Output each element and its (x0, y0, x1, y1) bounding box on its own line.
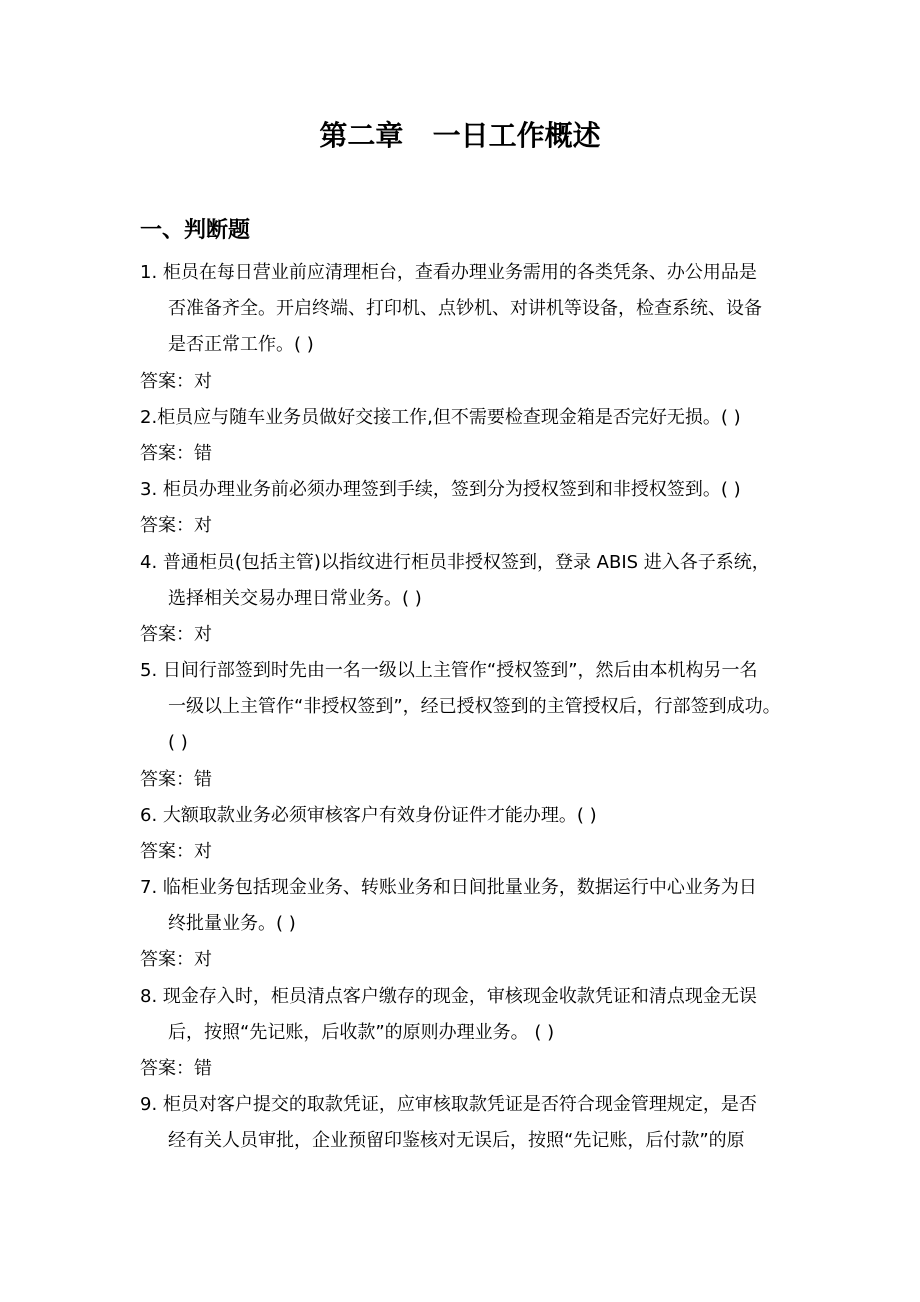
question-4-line-1: 4. 普通柜员(包括主管)以指纹进行柜员非授权签到，登录 ABIS 进入各子系统， (140, 552, 770, 573)
question-8-line-1: 8. 现金存入时，柜员清点客户缴存的现金，审核现金收款凭证和清点现金无误 (140, 986, 757, 1007)
question-9-line-1: 9. 柜员对客户提交的取款凭证，应审核取款凭证是否符合现金管理规定，是否 (140, 1094, 757, 1115)
question-7-answer: 答案：对 (140, 949, 212, 970)
page-title: 第二章 一日工作概述 (319, 119, 601, 152)
question-9-line-2: 经有关人员审批，企业预留印鉴核对无误后，按照“先记账，后付款”的原 (168, 1130, 745, 1151)
question-5-line-1: 5. 日间行部签到时先由一名一级以上主管作“授权签到”，然后由本机构另一名 (140, 660, 758, 681)
question-4-line-2: 选择相关交易办理日常业务。( ) (168, 588, 422, 609)
question-5-answer: 答案：错 (140, 769, 212, 790)
question-6-answer: 答案：对 (140, 841, 212, 862)
question-7-line-1: 7. 临柜业务包括现金业务、转账业务和日间批量业务，数据运行中心业务为日 (140, 877, 757, 898)
question-5-line-3: ( ) (168, 732, 188, 753)
question-3-line-1: 3. 柜员办理业务前必须办理签到手续，签到分为授权签到和非授权签到。( ) (140, 479, 741, 500)
question-1-line-3: 是否正常工作。( ) (168, 334, 314, 355)
question-1-line-2: 否准备齐全。开启终端、打印机、点钞机、对讲机等设备，检查系统、设备 (168, 298, 762, 319)
question-3-answer: 答案：对 (140, 515, 212, 536)
question-5-line-2: 一级以上主管作“非授权签到”，经已授权签到的主管授权后，行部签到成功。 (168, 696, 781, 717)
question-8-answer: 答案：错 (140, 1058, 212, 1079)
question-1-answer: 答案：对 (140, 371, 212, 392)
question-2-line-1: 2.柜员应与随车业务员做好交接工作,但不需要检查现金箱是否完好无损。( ) (140, 407, 741, 428)
question-7-line-2: 终批量业务。( ) (168, 913, 296, 934)
question-2-answer: 答案：错 (140, 443, 212, 464)
question-6-line-1: 6. 大额取款业务必须审核客户有效身份证件才能办理。( ) (140, 805, 597, 826)
question-4-answer: 答案：对 (140, 624, 212, 645)
section-heading: 一、判断题 (140, 218, 251, 243)
question-8-line-2: 后，按照“先记账，后收款”的原则办理业务。 ( ) (168, 1022, 555, 1043)
question-1-line-1: 1. 柜员在每日营业前应清理柜台，查看办理业务需用的各类凭条、办公用品是 (140, 262, 757, 283)
